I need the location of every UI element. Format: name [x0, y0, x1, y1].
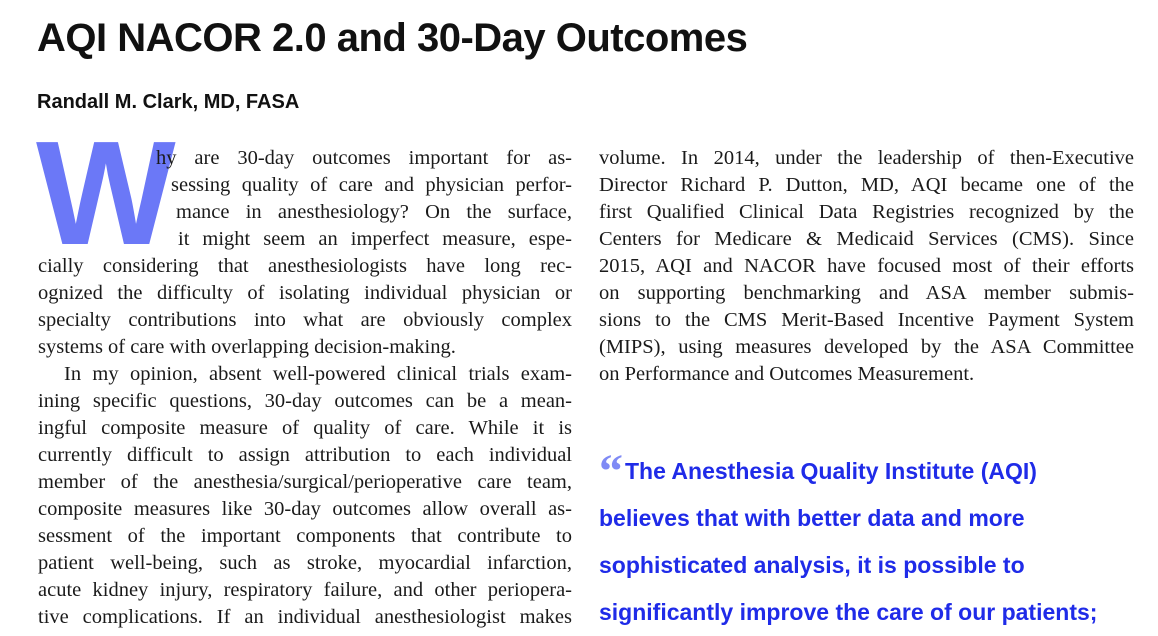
body-line: volume. In 2014, under the leadership of then-Executive — [599, 147, 1134, 169]
body-line: (MIPS), using measures developed by the ASA Committee — [599, 336, 1134, 358]
body-line: member of the anesthesia/surgical/perioperative care team, — [38, 471, 572, 493]
body-line: first Qualified Clinical Data Registries recognized by the — [599, 201, 1134, 223]
body-line: Director Richard P. Dutton, MD, AQI became one of the — [599, 174, 1134, 196]
body-line: Centers for Medicare & Medicaid Services (CMS). Since — [599, 228, 1134, 250]
body-line: currently difficult to assign attribution to each individual — [38, 444, 572, 466]
body-line: composite measures like 30-day outcomes allow overall as- — [38, 498, 572, 520]
pull-quote-line: significantly improve the care of our patients; — [599, 599, 1098, 625]
body-line: patient well-being, such as stroke, myocardial infarction, — [38, 552, 572, 574]
quote-mark-icon: “ — [599, 445, 623, 498]
pull-quote-line: believes that with better data and more — [599, 505, 1025, 531]
pull-quote — [599, 445, 1139, 636]
body-line: ingful composite measure of quality of care. While it is — [38, 417, 572, 439]
body-line: on supporting benchmarking and ASA member submis- — [599, 282, 1134, 304]
body-line: acute kidney injury, respiratory failure, and other periopera- — [38, 579, 572, 601]
body-line: tive complications. If an individual anesthesiologist makes — [38, 606, 572, 628]
body-line: hy are 30-day outcomes important for as- — [156, 147, 572, 169]
pull-quote-text: The Anesthesia Quality Institute (AQI) — [625, 458, 1037, 484]
body-line: it might seem an imperfect measure, espe- — [178, 228, 572, 250]
body-line: mance in anesthesiology? On the surface, — [176, 201, 572, 223]
body-line: ognized the difficulty of isolating individual physician or — [38, 282, 572, 304]
body-line: cially considering that anesthesiologists have long rec- — [38, 255, 572, 277]
pull-quote-line: sophisticated analysis, it is possible to — [599, 552, 1025, 578]
body-line: 2015, AQI and NACOR have focused most of their efforts — [599, 255, 1134, 277]
left-column — [38, 145, 572, 631]
body-line: ining specific questions, 30-day outcomes can be a mean- — [38, 390, 572, 412]
body-line: on Performance and Outcomes Measurement. — [599, 363, 975, 385]
article-title: AQI NACOR 2.0 and 30-Day Outcomes — [37, 16, 748, 60]
right-column — [599, 145, 1134, 388]
body-line: sions to the CMS Merit-Based Incentive Payment System — [599, 309, 1134, 331]
body-line: sessing quality of care and physician perfor- — [171, 174, 572, 196]
body-line: specialty contributions into what are obviously complex — [38, 309, 572, 331]
body-line: In my opinion, absent well-powered clinical trials exam- — [64, 363, 572, 385]
body-line: sessment of the important components that contribute to — [38, 525, 572, 547]
drop-cap: W — [36, 111, 176, 276]
pull-quote-line — [599, 445, 1139, 498]
article-author: Randall M. Clark, MD, FASA — [37, 91, 300, 113]
body-line: systems of care with overlapping decision-making. — [38, 336, 456, 358]
